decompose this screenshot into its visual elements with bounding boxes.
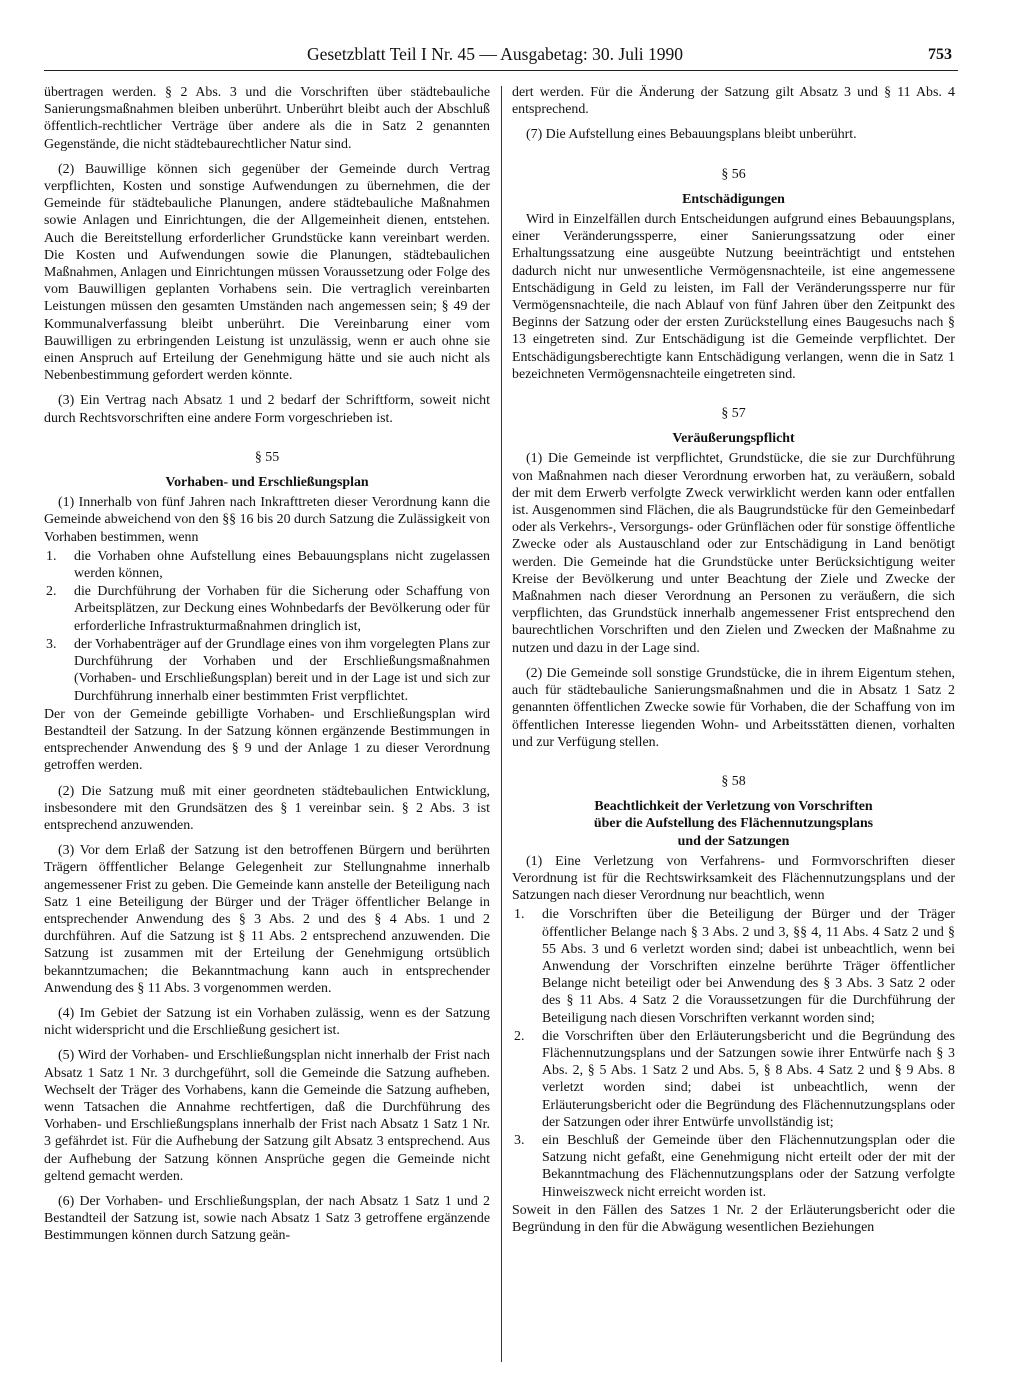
section-58-number: § 58 [721,773,746,789]
section-55-paragraph-5: (5) Wird der Vorhaben- und Erschließungsplan nicht innerhalb der Frist nach Absatz 1 Satz 1 Nr. 3 durchgeführt, soll die Gemeinde die Satzung aufheben. Wechselt der Träger des Vorhabens, kann die Gemeinde die Satzung aufheben, wenn Tatsachen die Annahme rechtfertigen, daß die Durchführung des Vorhaben- und Erschließungsplans innerhalb der Frist nach Absatz 1 Satz 1 Nr. 3 gefährdet ist. Für die Aufhebung der Satzung gilt Absatz 3 entsprechend. Aus der Aufhebung der Satzung können Ansprüche gegen die Gemeinde nicht geltend gemacht werden. [44,1048,490,1184]
paragraph-3: (3) Ein Vertrag nach Absatz 1 und 2 bedarf der Schriftform, soweit nicht durch Rechtsvorschriften eine andere Form vorgeschrieben ist. [44,393,490,426]
right-column [512,84,955,1244]
header-divider [44,70,958,71]
section-57-number: § 57 [721,406,746,422]
section-56-title: Entschädigungen [682,191,785,207]
section-55-number: § 55 [254,449,280,465]
page-number: 753 [928,46,952,63]
section-58-title-line-1: Beachtlichkeit der Verletzung von Vorschriften [594,799,873,815]
paragraph-7: (7) Die Aufstellung eines Bebauungsplans bleibt unberührt. [526,127,857,143]
section-57-paragraph-2: (2) Die Gemeinde soll sonstige Grundstücke, die in ihrem Eigentum stehen, auch für städtebauliche Sanierungsmaßnahmen und die in Absatz 1 Satz 2 genannten öffentlichen Zwecke sowie für Vorhaben, die der Schaffung von im öffentlichen Interesse liegenden Wohn- und Arbeitsstätten dienen, vorhalten und zur Verfügung stellen. [512,665,955,750]
section-58-title-line-3: und der Satzungen [677,833,790,849]
page-header [0,44,1024,72]
gazette-title: Gesetzblatt Teil I Nr. 45 — Ausgabetag: 30. Juli 1990 [306,44,684,64]
list-item: 1. die Vorhaben ohne Aufstellung eines Bebauungsplans nicht zugelassen werden können, [46,548,490,582]
list-item: 2. die Vorschriften über den Erläuterungsbericht und die Begründung des Flächennutzungsplans und der Satzungen sowie ihrer Entwürfe nach § 3 Abs. 2, § 5 Abs. 1 Satz 2 und Abs. 5, § 8 Abs. 4 Satz 2 und § 9 Abs. 8 verletzt worden sind; dabei ist unbeachtlich, wenn der Erläuterungsbericht oder die Begründung des Flächennutzungsplans oder der Satzungen oder ihrer Entwürfe unvollständig ist; [514,1028,955,1130]
section-57-paragraph-1: (1) Die Gemeinde ist verpflichtet, Grundstücke, die sie zur Durchführung von Maßnahmen nach dieser Verordnung erworben hat, zu veräußern, sobald der mit dem Erwerb verfolgte Zweck verwirklicht werden kann oder entfallen ist. Ausgenommen sind Flächen, die als Baugrundstücke für den Gemeinbedarf oder als Verkehrs-, Versorgungs- oder Grünflächen oder für sonstige öffentliche Zwecke oder als Austauschland oder zur Entschädigung in Land benötigt werden. Die Gemeinde hat die Grundstücke unter Berücksichtigung weiter Kreise der Bevölkerung und unter Beachtung der Ziele und Zwecke der Maßnahmen nach dieser Verordnung an Personen zu veräußern, die sich verpflichten, das Grundstück innerhalb angemessener Frist entsprechend den baurechtlichen Vorschriften und den Zielen und Zwecken der Maßnahme zu nutzen und dazu in der Lage sind. [512,451,955,656]
column-divider [501,86,502,1362]
section-58-title-line-2: über die Aufstellung des Flächennutzungsplans [593,816,874,832]
list-item: 3. ein Beschluß der Gemeinde über den Flächennutzungsplan oder die Satzung nicht gefaßt, eine Genehmigung nicht erteilt oder der mit der Bekanntmachung des Flächennutzungsplans oder der Satzung verfolgte Hinweiszweck nicht erreicht worden ist. [514,1132,955,1200]
list-item: 3. der Vorhabenträger auf der Grundlage eines von ihm vorgelegten Plans zur Durchführung der Vorhaben und der Erschließungsmaßnahmen (Vorhaben- und Erschließungsplan) bereit und in der Lage ist und sich zur Durchführung innerhalb einer bestimmten Frist verpflichtet. [46,636,490,704]
left-column [44,84,490,1253]
paragraph-2: (2) Bauwillige können sich gegenüber der Gemeinde durch Vertrag verpflichten, Kosten und sonstige Aufwendungen zu übernehmen, die der Gemeinde für städtebauliche Planungen, andere städtebauliche Maßnahmen sowie Anlagen und Einrichtungen, die der Allgemeinheit dienen, entstehen. Auch die Bereitstellung erforderlicher Grundstücke kann vereinbart werden. Die Kosten und Aufwendungen sowie die Planungen, städtebaulichen Maßnahmen, Anlagen und Einrichtungen müssen Voraussetzung oder Folge des vom Bauwilligen geplanten Vorhabens sein. Die vertraglich vereinbarten Leistungen müssen den gesamten Umständen nach angemessen sein; § 49 der Kommunalverfassung bleibt unberührt. Die Vereinbarung einer vom Bauwilligen zu erbringenden Leistung ist unzulässig, wenn er auch ohne sie einen Anspruch auf Erteilung der Genehmigung hätte und sie auch nicht als Nebenbestimmung gefordert werden könnte. [44,161,490,384]
section-55-list [44,548,490,705]
section-58-list [512,906,955,1200]
list-item: 2. die Durchführung der Vorhaben für die Sicherung oder Schaffung von Arbeitsplätzen, zur Deckung eines Wohnbedarfs der Bevölkerung oder für erforderliche Infrastrukturmaßnahmen dringlich ist, [46,584,490,634]
section-56-number: § 56 [721,166,746,182]
section-55-paragraph-1b: Der von der Gemeinde gebilligte Vorhaben- und Erschließungsplan wird Bestandteil der Satzung. In der Satzung können ergänzende Bestimmungen in entsprechender Anwendung des § 9 und der Anlage 1 zu dieser Verordnung getroffen werden. [44,706,490,774]
section-55-title: Vorhaben- und Erschließungsplan [165,475,369,491]
section-58-paragraph-1b: Soweit in den Fällen des Satzes 1 Nr. 2 der Erläuterungsbericht oder die Begründung in den für die Abwägung wesentlichen Beziehungen [512,1202,955,1235]
paragraph-continued: dert werden. Für die Änderung der Satzung gilt Absatz 3 und § 11 Abs. 4 entsprechend. [512,85,955,118]
section-57-title: Veräußerungspflicht [672,431,795,447]
section-55-paragraph-6: (6) Der Vorhaben- und Erschließungsplan, der nach Absatz 1 Satz 1 und 2 Bestandteil der Satzung ist, sowie nach Absatz 1 Satz 3 getroffene ergänzende Bestimmungen können durch Satzung geän- [44,1193,490,1244]
section-55-paragraph-3: (3) Vor dem Erlaß der Satzung ist den betroffenen Bürgern und berührten Trägern öfffentlicher Belange Gelegenheit zur Stellungnahme innerhalb angemessener Frist zu geben. Die Gemeinde kann anstelle der Beteiligung nach Satz 1 eine Beteiligung der Bürger und der Träger öffentlicher Belange in entsprechender Anwendung des § 3 Abs. 2 und des § 4 Abs. 1 und 2 durchführen. Auf die Satzung ist § 11 Abs. 2 entsprechend anzuwenden. Die Satzung ist zusammen mit der Erteilung der Genehmigung ortsüblich bekanntzumachen; die Bekanntmachung kann auch in entsprechender Anwendung des § 11 Abs. 3 vorgenommen werden. [44,843,490,996]
section-55-paragraph-4: (4) Im Gebiet der Satzung ist ein Vorhaben zulässig, wenn es der Satzung nicht widerspricht und die Erschließung gesichert ist. [44,1005,490,1039]
list-item: 1. die Vorschriften über die Beteiligung der Bürger und der Träger öffentlicher Belange nach § 3 Abs. 2 und 3, §§ 4, 11 Abs. 4 Satz 2 und § 55 Abs. 3 und 6 verletzt worden sind; dabei ist unbeachtlich, wenn bei Anwendung der Vorschriften einzelne berührte Träger öffentlicher Belange nicht beteiligt oder bei Anwendung des § 3 Abs. 3 Satz 2 oder des § 11 Abs. 4 Satz 2 die Voraussetzungen für die Durchführung der Beteiligung nach diesen Vorschriften verkannt worden sind; [514,907,955,1026]
section-55-paragraph-2: (2) Die Satzung muß mit einer geordneten städtebaulichen Entwicklung, insbesondere mit den Grundsätzen des § 1 vereinbar sein. § 2 Abs. 3 ist entsprechend anzuwenden. [44,783,490,833]
paragraph-continued: übertragen werden. § 2 Abs. 3 und die Vorschriften über städtebauliche Sanierungsmaßnahmen bleiben unberührt. Unberührt bleibt auch der Abschluß öffentlich-rechtlicher Verträge über andere als die in Satz 2 genannten Gegenstände, die nicht städtebaurechtlicher Natur sind. [44,85,490,152]
section-55-paragraph-1: (1) Innerhalb von fünf Jahren nach Inkrafttreten dieser Verordnung kann die Gemeinde abweichend von den §§ 16 bis 20 durch Satzung die Zulässigkeit von Vorhaben bestimmen, wenn [44,495,490,545]
section-58-paragraph-1: (1) Eine Verletzung von Verfahrens- und Formvorschriften dieser Verordnung ist für die Rechtswirksamkeit des Flächennutzungsplans und der Satzungen nach dieser Verordnung nur beachtlich, wenn [512,853,955,904]
section-56-paragraph: Wird in Einzelfällen durch Entscheidungen aufgrund eines Bebauungsplans, einer Veränderungssperre, einer Sanierungssatzung oder einer Erhaltungssatzung eine ausgeübte Nutzung beeinträchtigt und entstehen dadurch nicht nur unwesentliche Vermögensnachteile, ist eine angemessene Entschädigung in Geld zu leisten, im Fall der Veränderungssperre nur für Vermögensnachteile, die nach Ablauf von fünf Jahren über den Zeitpunkt des Beginns der Satzung oder der ersten Zurückstellung eines Baugesuchs nach § 13 eingetreten sind. Zur Entschädigung ist die Gemeinde verpflichtet. Der Entschädigungsberechtigte kann Entschädigung verlangen, wenn die in Satz 1 bezeichneten Vermögensnachteile eingetreten sind. [512,212,955,382]
